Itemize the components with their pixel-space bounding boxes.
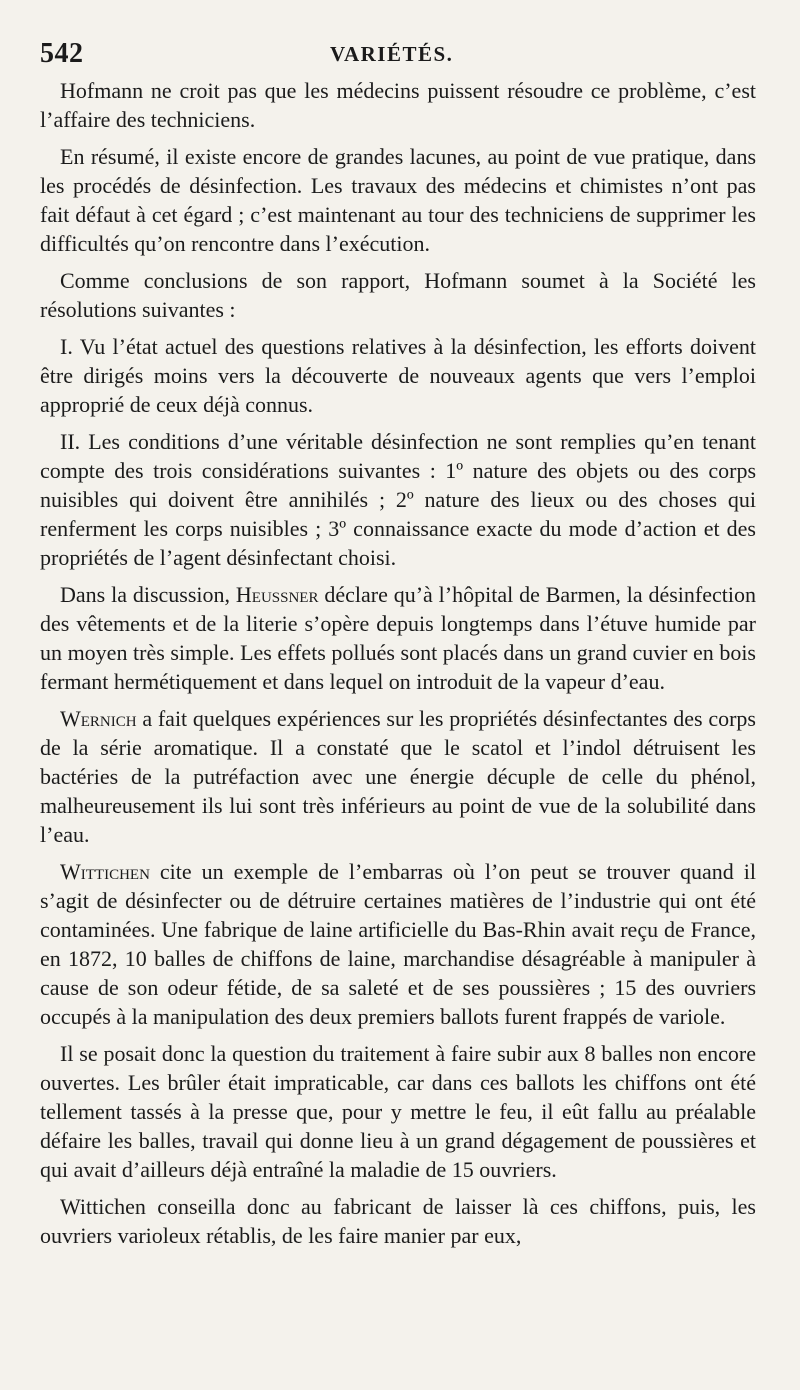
body-text [40, 76, 756, 1258]
page-header [40, 38, 760, 74]
paragraph: Wittichen cite un exemple de l’embarras où l’on peut se trouver quand il s’agit de désinfecter ou de détruire certaines matières de l’industrie qui ont été contaminées. Une fabrique de laine artificielle du Bas-Rhin avait reçu de France, en 1872, 10 balles de chiffons de laine, marchandise désagréable à manipuler à cause de son odeur fétide, de sa saleté et de ses poussières ; 15 des ouvriers occupés à la manipulation des deux premiers ballots furent frappés de variole. [40, 859, 756, 1029]
person-name: Wittichen [60, 859, 150, 884]
paragraph: Hofmann ne croit pas que les médecins puissent résoudre ce problème, c’est l’affaire des techniciens. [40, 78, 756, 132]
paragraph: Wittichen conseilla donc au fabricant de laisser là ces chiffons, puis, les ouvriers varioleux rétablis, de les faire manier par eux, [40, 1194, 756, 1248]
person-name: Wernich [60, 706, 137, 731]
paragraph: I. Vu l’état actuel des questions relatives à la désinfection, les efforts doivent être dirigés moins vers la découverte de nouveaux agents que vers l’emploi approprié de ceux déjà connus. [40, 334, 756, 417]
paragraph: Wernich a fait quelques expériences sur les propriétés désinfectantes des corps de la série aromatique. Il a constaté que le scatol et l’indol détruisent les bactéries de la putréfaction avec une énergie décuple de celle du phénol, malheureusement ils lui sont très inférieurs au point de vue de la solubilité dans l’eau. [40, 706, 756, 847]
paragraph: Dans la discussion, Heussner déclare qu’à l’hôpital de Barmen, la désinfection des vêtements et de la literie s’opère depuis longtemps dans l’étuve humide par un moyen très simple. Les effets pollués sont placés dans un grand cuvier en bois fermant hermétiquement et dans lequel on introduit de la vapeur d’eau. [40, 582, 757, 694]
page-number: 542 [40, 38, 84, 69]
running-head: VARIÉTÉS. [330, 42, 454, 66]
paragraph: Comme conclusions de son rapport, Hofmann soumet à la Société les résolutions suivantes : [40, 268, 756, 322]
paragraph: En résumé, il existe encore de grandes lacunes, au point de vue pratique, dans les procédés de désinfection. Les travaux des médecins et chimistes n’ont pas fait défaut à cet égard ; c’est maintenant au tour des techniciens de supprimer les difficultés qu’on rencontre dans l’exécution. [40, 144, 756, 256]
paragraph: II. Les conditions d’une véritable désinfection ne sont remplies qu’en tenant compte des trois considérations suivantes : 1º nature des objets ou des corps nuisibles qui doivent être annihilés ; 2º nature des lieux ou des choses qui renferment les corps nuisibles ; 3º connaissance exacte du mode d’action et des propriétés de l’agent désinfectant choisi. [40, 429, 756, 570]
person-name: Heussner [235, 582, 319, 607]
paragraph: Il se posait donc la question du traitement à faire subir aux 8 balles non encore ouvertes. Les brûler était impraticable, car dans ces ballots les chiffons ont été tellement tassés à la presse que, pour y mettre le feu, il eût fallu au préalable défaire les balles, travail qui donne lieu à un grand dégagement de poussières et qui avait d’ailleurs déjà entraîné la maladie de 15 ouvriers. [40, 1041, 756, 1182]
